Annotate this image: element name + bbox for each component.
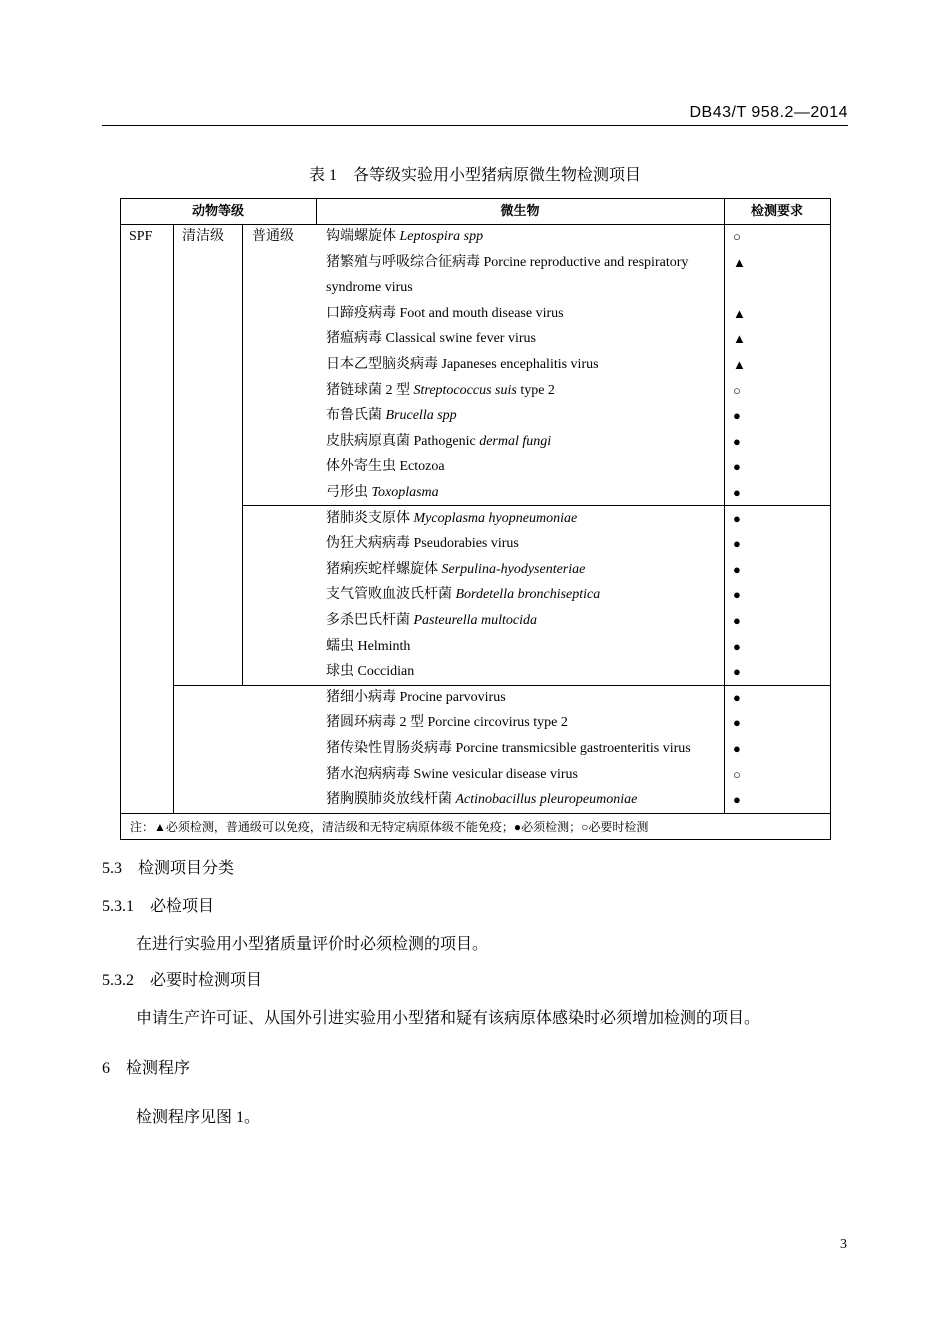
microbe-name: Mycoplasma hyopneumoniae bbox=[413, 510, 578, 526]
section-5-3-2: 5.3.2 必要时检测项目 bbox=[102, 972, 263, 989]
table-row bbox=[326, 582, 600, 608]
paragraph: 申请生产许可证、从国外引进实验用小型猪和疑有该病原体感染时必须增加检测的项目。 bbox=[136, 1010, 761, 1027]
requirement-symbol: ● bbox=[733, 715, 741, 731]
table-title: 各等级实验用小型猪病原微生物检测项目 bbox=[353, 167, 642, 184]
table-row bbox=[326, 736, 691, 762]
microbe-name: 猪瘟病毒 Classical swine fever virus bbox=[326, 331, 536, 347]
section-6: 6 检测程序 bbox=[102, 1060, 191, 1077]
table-row bbox=[326, 429, 551, 455]
microbe-name: 布鲁氏菌 bbox=[326, 408, 386, 424]
microbe-name: 弓形虫 bbox=[326, 485, 372, 500]
table-row bbox=[326, 454, 445, 480]
microbe-name: 口蹄疫病毒 Foot and mouth disease virus bbox=[326, 305, 564, 321]
microbe-name: 猪繁殖与呼吸综合征病毒 Porcine reproductive and respiratory bbox=[326, 254, 689, 270]
header-microorganism: 微生物 bbox=[500, 203, 540, 218]
table-row bbox=[326, 378, 555, 404]
requirement-symbol: ▲ bbox=[733, 305, 746, 321]
requirement-symbol: ● bbox=[733, 638, 741, 654]
requirement-symbol: ○ bbox=[733, 766, 741, 782]
document-code: DB43/T 958.2—2014 bbox=[689, 104, 848, 121]
table-row bbox=[326, 506, 577, 532]
requirement-symbol: ▲ bbox=[733, 331, 746, 347]
microbe-name: 多杀巴氏杆菌 bbox=[326, 613, 414, 628]
section-5-3: 5.3 检测项目分类 bbox=[102, 860, 235, 877]
section-5-3-1: 5.3.1 必检项目 bbox=[102, 898, 215, 915]
microbe-name: Leptospira spp bbox=[399, 229, 484, 244]
microbe-name: 猪传染性胃肠炎病毒 Porcine transmicsible gastroenteritis virus bbox=[326, 741, 691, 756]
microbe-name: 猪胸膜肺炎放线杆菌 bbox=[326, 792, 456, 808]
table-row bbox=[326, 787, 637, 813]
microbe-name: 体外寄生虫 Ectozoa bbox=[326, 459, 445, 475]
microbe-name: Bordetella bronchiseptica bbox=[455, 587, 601, 603]
table-caption bbox=[0, 162, 950, 185]
table-row bbox=[326, 352, 599, 378]
requirement-symbol: ○ bbox=[733, 382, 741, 398]
requirement-symbol: ● bbox=[733, 664, 741, 680]
microbe-name: 支气管败血波氏杆菌 bbox=[326, 587, 456, 603]
microbe-name: 猪细小病毒 Procine parvovirus bbox=[326, 689, 506, 705]
microbe-name: 猪水泡病病毒 Swine vesicular disease virus bbox=[326, 766, 578, 782]
requirement-symbol: ● bbox=[733, 433, 741, 449]
table-row bbox=[326, 301, 564, 327]
table-row bbox=[326, 659, 414, 685]
table-number: 表 1 bbox=[308, 167, 337, 184]
requirement-symbol: ● bbox=[733, 792, 741, 808]
header-rule bbox=[102, 125, 848, 126]
table-note: 注：▲必须检测，普通级可以免疫，清洁级和无特定病原体级不能免疫；●必须检测；○必要时检测 bbox=[130, 820, 649, 834]
microbe-name: 猪痢疾蛇样螺旋体 bbox=[326, 561, 442, 577]
requirement-symbol: ● bbox=[733, 408, 741, 424]
table-row bbox=[326, 557, 585, 583]
requirement-symbol: ● bbox=[733, 459, 741, 475]
table-row bbox=[326, 634, 410, 660]
page-number: 3 bbox=[840, 1237, 847, 1252]
table-row bbox=[326, 403, 457, 429]
microbe-name: 蠕虫 Helminth bbox=[326, 638, 411, 654]
microbe-name: type 2 bbox=[516, 382, 555, 398]
table-row bbox=[326, 224, 483, 250]
microbe-name: 日本乙型脑炎病毒 Japaneses encephalitis virus bbox=[326, 357, 599, 372]
microbe-name: Serpulina-hyodysenteriae bbox=[441, 561, 586, 577]
requirement-symbol: ● bbox=[733, 613, 741, 628]
requirement-symbol: ● bbox=[733, 741, 741, 756]
level-spf: SPF bbox=[129, 229, 153, 244]
microbe-name: 伪狂犬病病毒 Pseudorabies virus bbox=[326, 536, 519, 552]
requirement-symbol: ● bbox=[733, 510, 741, 526]
requirement-symbol: ● bbox=[733, 561, 741, 577]
paragraph: 检测程序见图 1。 bbox=[136, 1109, 261, 1126]
paragraph: 在进行实验用小型猪质量评价时必须检测的项目。 bbox=[136, 936, 489, 953]
microbe-name-continued: syndrome virus bbox=[326, 280, 413, 296]
table-row bbox=[326, 685, 506, 711]
table-row bbox=[326, 326, 536, 352]
microbe-name: 球虫 Coccidian bbox=[326, 664, 415, 680]
table-row bbox=[326, 608, 537, 634]
table-row bbox=[326, 250, 688, 276]
microbe-name: 钩端螺旋体 bbox=[326, 229, 400, 244]
table-row bbox=[326, 480, 439, 506]
microbe-name: 猪肺炎支原体 bbox=[326, 510, 414, 526]
microbe-name: 猪链球菌 2 型 bbox=[326, 382, 414, 398]
microbe-name: 猪圆环病毒 2 型 Porcine circovirus type 2 bbox=[326, 715, 568, 731]
requirement-symbol: ○ bbox=[733, 229, 741, 244]
table-row bbox=[326, 531, 519, 557]
microbe-name: 皮肤病原真菌 Pathogenic bbox=[326, 433, 480, 449]
microbe-name: Pasteurella multocida bbox=[413, 613, 538, 628]
table-row bbox=[326, 762, 578, 788]
requirement-symbol: ● bbox=[733, 689, 741, 705]
header-animal-grade: 动物等级 bbox=[191, 203, 244, 218]
requirement-symbol: ▲ bbox=[733, 254, 746, 270]
requirement-symbol: ▲ bbox=[733, 357, 746, 372]
requirement-symbol: ● bbox=[733, 587, 741, 603]
table-row bbox=[326, 710, 568, 736]
microbe-name: Streptococcus suis bbox=[413, 382, 517, 398]
microbe-name: Brucella spp bbox=[385, 408, 457, 424]
requirement-symbol: ● bbox=[733, 536, 741, 552]
level-clean: 清洁级 bbox=[182, 229, 224, 244]
level-conventional: 普通级 bbox=[252, 229, 294, 244]
header-requirement: 检测要求 bbox=[750, 203, 803, 218]
requirement-symbol: ● bbox=[733, 485, 741, 500]
microbe-name: Toxoplasma bbox=[371, 485, 439, 500]
microbe-name: Actinobacillus pleuropeumoniae bbox=[455, 792, 638, 808]
microbe-name: dermal fungi bbox=[479, 433, 552, 449]
